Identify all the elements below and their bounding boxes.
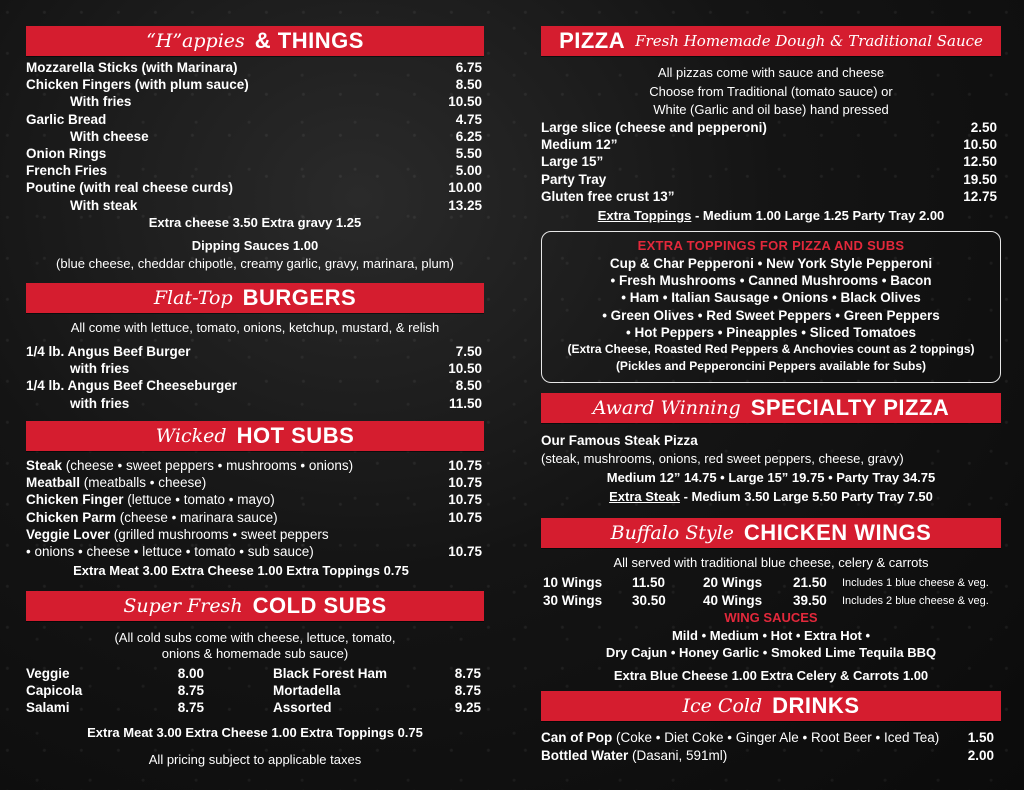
- item-price: 10.75: [448, 509, 482, 525]
- wing-qty-1: 30 Wings: [543, 592, 603, 608]
- wing-sauces-title: [541, 609, 1001, 626]
- pizza-note-3: White (Garlic and oil base) hand pressed: [653, 102, 889, 117]
- toppings-title-text: EXTRA TOPPINGS FOR PIZZA AND SUBS: [637, 238, 905, 253]
- item-name: French Fries: [26, 163, 108, 179]
- specialty-desc: [541, 450, 904, 467]
- item-desc: (Coke • Diet Coke • Ginger Ale • Root Beer • Iced Tea): [612, 730, 940, 745]
- item-price: 10.50: [448, 361, 482, 377]
- menu-item: [541, 729, 994, 746]
- item-name: Salami: [26, 700, 70, 716]
- menu-item: [541, 136, 997, 153]
- item-name: 1/4 lb. Angus Beef Cheeseburger: [26, 378, 238, 394]
- wing-includes: Includes 1 blue cheese & veg.: [842, 577, 989, 589]
- menu-item: [26, 395, 482, 412]
- item-name: Large 15”: [541, 154, 604, 170]
- cold-subs-note-1: (All cold subs come with cheese, lettuce, tomato,: [114, 630, 396, 645]
- item-name-group: [26, 509, 278, 526]
- item-price: 4.75: [455, 111, 482, 127]
- item-price: 8.75: [177, 683, 204, 699]
- menu-item: [26, 197, 482, 214]
- item-desc: (cheese • sweet peppers • mushrooms • onions): [62, 458, 354, 473]
- topping-line: (Extra Cheese, Roasted Red Peppers & Anchovies count as 2 toppings): [567, 342, 975, 356]
- item-price: 1.50: [967, 730, 994, 745]
- item-name-group: [26, 474, 206, 491]
- item-price: 8.50: [455, 378, 482, 394]
- item-desc: (cheese • marinara sauce): [116, 509, 278, 525]
- item-name: Black Forest Ham: [273, 666, 388, 681]
- item-price: 10.00: [448, 180, 482, 196]
- item-desc: (grilled mushrooms • sweet peppers: [110, 526, 329, 542]
- item-price: 12.75: [963, 188, 997, 204]
- banner-hot-subs: [26, 421, 484, 451]
- toppings-title: [541, 237, 1001, 254]
- specialty-name: [541, 432, 698, 449]
- item-name: Bottled Water: [541, 747, 629, 763]
- item-price: 11.50: [448, 395, 482, 411]
- pizza-note-1: All pizzas come with sauce and cheese: [657, 65, 885, 80]
- item-name: 1/4 lb. Angus Beef Burger: [26, 344, 191, 359]
- item-desc: (meatballs • cheese): [80, 475, 207, 491]
- item-price: 10.75: [448, 544, 482, 559]
- wing-sauces-1: Mild • Medium • Hot • Extra Hot •: [671, 628, 871, 643]
- cold-subs-note-2: onions & homemade sub sauce): [161, 646, 349, 661]
- item-name: Meatball: [26, 475, 81, 491]
- menu-item: [273, 665, 481, 682]
- item-name: Chicken Fingers (with plum sauce): [26, 77, 249, 93]
- item-price: 10.75: [448, 475, 482, 491]
- item-name: Onion Rings: [26, 146, 107, 161]
- wings-extras: Extra Blue Cheese 1.00 Extra Celery & Carrots 1.00: [613, 668, 929, 683]
- topping-line: • Hot Peppers • Pineapples • Sliced Tomatoes: [625, 324, 916, 340]
- menu-item: [26, 699, 204, 716]
- pizza-note-2: Choose from Traditional (tomato sauce) or: [649, 84, 893, 99]
- item-name-group: [541, 729, 939, 746]
- topping-line: Cup & Char Pepperoni • New York Style Pepperoni: [609, 256, 933, 271]
- item-name: Garlic Bread: [26, 111, 107, 127]
- item-name: with fries: [70, 395, 130, 411]
- wing-row: [541, 592, 1001, 609]
- menu-item: [26, 682, 204, 699]
- banner-pizza-script: Fresh Homemade Dough & Traditional Sauce: [635, 32, 983, 50]
- item-price: 10.50: [963, 137, 997, 153]
- banner-happies-script: “H”appies: [146, 30, 245, 52]
- banner-wings: [541, 518, 1001, 548]
- pizza-extra-toppings: [541, 207, 1001, 224]
- item-price: 8.75: [177, 700, 204, 716]
- hot-subs-extras: Extra Meat 3.00 Extra Cheese 1.00 Extra Toppings 0.75: [73, 563, 409, 578]
- item-name: Medium 12”: [541, 137, 618, 153]
- topping-line: • Ham • Italian Sausage • Onions • Black Olives: [621, 290, 921, 306]
- menu-item: [26, 93, 482, 110]
- wing-row: [541, 574, 1001, 591]
- banner-specialty-title: SPECIALTY PIZZA: [750, 395, 950, 420]
- pricing-footer: All pricing subject to applicable taxes: [148, 752, 362, 767]
- item-price: 7.50: [455, 344, 482, 359]
- menu-item: [26, 457, 482, 474]
- banner-happies-title: & THINGS: [254, 28, 364, 53]
- item-name-group: [26, 526, 329, 543]
- banner-hot-subs-title: HOT SUBS: [236, 423, 355, 448]
- item-desc: (lettuce • tomato • mayo): [123, 492, 275, 508]
- item-name: Poutine (with real cheese curds): [26, 180, 234, 196]
- item-price: 5.50: [455, 146, 482, 161]
- menu-item: [26, 59, 482, 76]
- item-price: 13.25: [448, 197, 482, 213]
- burgers-note: All come with lettuce, tomato, onions, ketchup, mustard, & relish: [70, 320, 440, 335]
- item-name-group: [26, 457, 353, 474]
- topping-line: • Green Olives • Red Sweet Peppers • Green Peppers: [602, 307, 940, 323]
- wing-price-1: 11.50: [632, 575, 666, 590]
- item-name-group: [541, 747, 727, 764]
- banner-drinks-title: DRINKS: [772, 693, 860, 718]
- item-name-group: [26, 543, 314, 560]
- menu-item: [541, 153, 997, 170]
- item-name: Party Tray: [541, 171, 607, 187]
- menu-item: [26, 76, 482, 93]
- item-name: Capicola: [26, 683, 83, 699]
- item-name: Veggie: [26, 666, 70, 681]
- item-price: 6.25: [455, 128, 482, 144]
- specialty-name-text: Our Famous Steak Pizza: [541, 433, 698, 448]
- menu-item: [26, 128, 482, 145]
- specialty-desc-text: (steak, mushrooms, onions, red sweet peppers, cheese, gravy): [541, 451, 904, 466]
- menu-item: [26, 474, 482, 491]
- item-desc: (Dasani, 591ml): [628, 747, 728, 763]
- item-price: 19.50: [963, 171, 997, 187]
- topping-line: (Pickles and Pepperoncini Peppers available for Subs): [615, 359, 927, 374]
- wing-sauces-title-text: WING SAUCES: [724, 610, 818, 625]
- item-price: 2.50: [970, 120, 997, 135]
- menu-item: [273, 699, 481, 716]
- item-price: 10.75: [448, 492, 482, 508]
- banner-burgers-script: Flat-Top: [153, 287, 233, 309]
- item-name: Mozzarella Sticks (with Marinara): [26, 60, 238, 75]
- menu-item: [541, 188, 997, 205]
- item-price: 5.00: [455, 163, 482, 179]
- item-price: 8.75: [454, 666, 481, 681]
- pizza-extra-label: Extra Toppings: [597, 208, 692, 223]
- item-name: Large slice (cheese and pepperoni): [541, 120, 767, 135]
- banner-pizza: [541, 26, 1001, 56]
- specialty-sizes: Medium 12” 14.75 • Large 15” 19.75 • Party Tray 34.75: [606, 470, 936, 485]
- item-price: 8.50: [455, 77, 482, 93]
- wing-sauces-2: Dry Cajun • Honey Garlic • Smoked Lime Tequila BBQ: [605, 645, 937, 660]
- banner-cold-subs: [26, 591, 484, 621]
- menu-item: [26, 491, 482, 508]
- happies-dipping: Dipping Sauces 1.00: [191, 238, 319, 253]
- specialty-extra-steak: [541, 488, 1001, 505]
- menu-item: [26, 360, 482, 377]
- item-price: 6.75: [455, 60, 482, 75]
- item-name: With fries: [70, 94, 132, 110]
- pizza-extra-prices: - Medium 1.00 Large 1.25 Party Tray 2.00: [691, 208, 945, 223]
- menu-item: [26, 145, 482, 162]
- menu-item: [26, 526, 482, 543]
- item-name: With cheese: [70, 128, 149, 144]
- menu-item: [26, 179, 482, 196]
- item-price: 8.00: [177, 666, 204, 681]
- item-name: Steak: [26, 458, 63, 473]
- wings-note: All served with traditional blue cheese, celery & carrots: [613, 555, 929, 570]
- item-name: with fries: [70, 361, 130, 377]
- menu-item: [26, 509, 482, 526]
- item-price: 10.50: [448, 94, 482, 110]
- menu-item: [273, 682, 481, 699]
- banner-burgers-title: BURGERS: [242, 285, 357, 310]
- banner-burgers: [26, 283, 484, 313]
- wing-qty-2: 40 Wings: [703, 592, 763, 608]
- banner-hot-subs-script: Wicked: [155, 425, 227, 447]
- banner-cold-subs-title: COLD SUBS: [252, 593, 387, 618]
- banner-pizza-title: PIZZA: [559, 28, 626, 53]
- item-name: Veggie Lover: [26, 526, 111, 542]
- happies-extras: Extra cheese 3.50 Extra gravy 1.25: [148, 215, 362, 230]
- banner-cold-subs-script: Super Fresh: [123, 595, 243, 617]
- item-price: 10.75: [448, 458, 482, 473]
- item-name: Chicken Parm: [26, 509, 117, 525]
- topping-line: • Fresh Mushrooms • Canned Mushrooms • Bacon: [610, 273, 932, 289]
- menu-item: [26, 665, 204, 682]
- item-price: 9.25: [454, 700, 481, 716]
- banner-specialty-script: Award Winning: [592, 397, 741, 419]
- wing-includes: Includes 2 blue cheese & veg.: [842, 594, 989, 607]
- cold-subs-extras: Extra Meat 3.00 Extra Cheese 1.00 Extra Toppings 0.75: [87, 725, 423, 740]
- wing-price-2: 39.50: [793, 592, 827, 608]
- wing-price-1: 30.50: [632, 592, 666, 608]
- item-name-group: [26, 491, 275, 508]
- menu-item: [541, 747, 994, 764]
- item-name: Assorted: [273, 700, 332, 716]
- item-name: Chicken Finger: [26, 492, 124, 508]
- banner-wings-title: CHICKEN WINGS: [743, 520, 932, 545]
- menu-item: [26, 377, 482, 394]
- banner-happies: [26, 26, 484, 56]
- item-price: 2.00: [967, 747, 994, 763]
- specialty-extra-label: Extra Steak: [609, 489, 680, 504]
- menu-item: [26, 162, 482, 179]
- menu-item: [541, 119, 997, 136]
- specialty-extra-prices: - Medium 3.50 Large 5.50 Party Tray 7.50: [679, 489, 933, 504]
- banner-drinks: [541, 691, 1001, 721]
- banner-wings-script: Buffalo Style: [610, 522, 734, 544]
- banner-specialty: [541, 393, 1001, 423]
- item-name: Gluten free crust 13”: [541, 188, 675, 204]
- wing-price-2: 21.50: [793, 575, 827, 590]
- happies-dipping-list: (blue cheese, cheddar chipotle, creamy garlic, gravy, marinara, plum): [56, 256, 454, 271]
- item-name: With steak: [70, 197, 138, 213]
- wing-qty-2: 20 Wings: [703, 575, 763, 590]
- item-name: Can of Pop: [541, 730, 613, 745]
- item-desc: • onions • cheese • lettuce • tomato • sub sauce): [26, 544, 314, 559]
- menu-item: [26, 543, 482, 560]
- item-price: 12.50: [963, 154, 997, 170]
- menu-item: [26, 111, 482, 128]
- wing-qty-1: 10 Wings: [543, 575, 603, 590]
- item-name: Mortadella: [273, 683, 341, 699]
- menu-item: [541, 171, 997, 188]
- item-price: 8.75: [454, 683, 481, 699]
- menu-item: [26, 343, 482, 360]
- banner-drinks-script: Ice Cold: [682, 695, 763, 717]
